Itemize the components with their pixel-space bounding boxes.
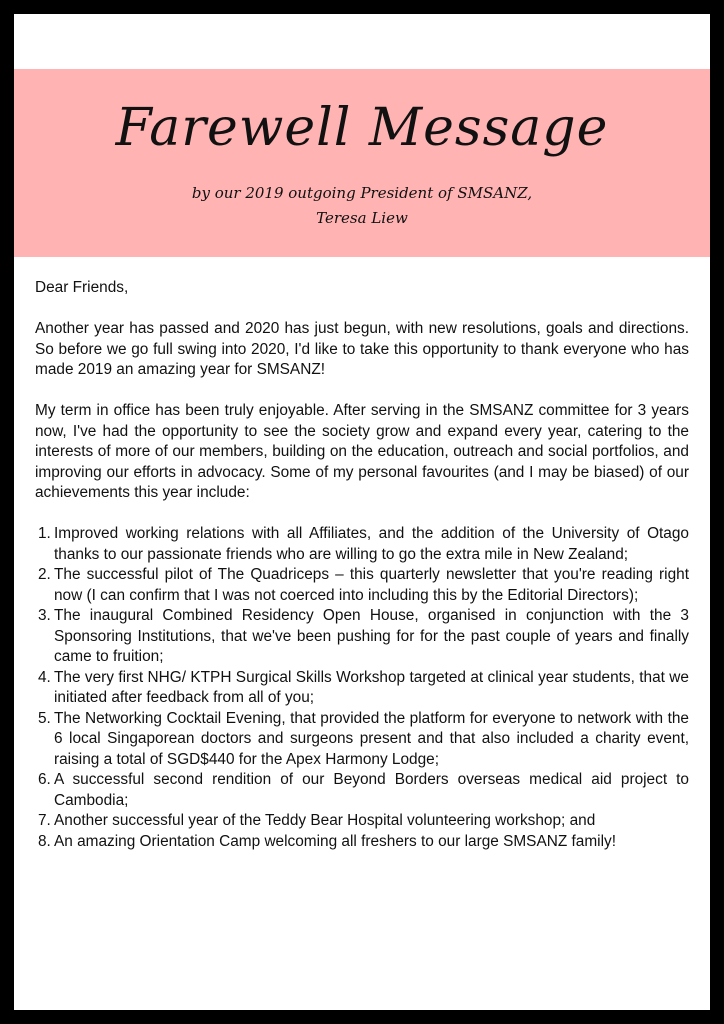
list-item-text: The very first NHG/ KTPH Surgical Skills Workshop targeted at clinical year students, that we initiated after feedback from all of you; [54,668,689,706]
list-item [35,709,689,771]
list-item-number: 4. [38,668,51,686]
subtitle-line-1: by our 2019 outgoing President of SMSANZ, [191,184,533,202]
page-title: Farewell Message [115,98,609,158]
message-body [35,278,689,852]
achievements-list [35,524,689,852]
list-item-text: The inaugural Combined Residency Open House, organised in conjunction with the 3 Sponsoring Institutions, that we've been pushing for for the past couple of years and finally came to fruition; [54,607,689,665]
paragraph-term: My term in office has been truly enjoyable. After serving in the SMSANZ committee for 3 years now, I've had the opportunity to see the society grow and expand every year, catering to the interests of more of our members, building on the education, outreach and social portfolios, and improving our efforts in advocacy. Some of my personal favourites (and I may be biased) of our achievements this year include: [35,402,689,501]
list-item-text: A successful second rendition of our Beyond Borders overseas medical aid project to Cambodia; [54,771,689,809]
list-item [35,668,689,709]
header-banner [14,69,710,257]
list-item [35,524,689,565]
list-item [35,770,689,811]
page-subtitle [14,181,710,231]
list-item-number: 8. [38,832,51,850]
list-item-number: 1. [38,525,51,542]
list-item-number: 7. [38,812,51,829]
list-item [35,565,689,606]
list-item-number: 5. [38,709,51,727]
list-item-text: Another successful year of the Teddy Bear Hospital volunteering workshop; and [54,812,596,829]
subtitle-author: Teresa Liew [316,209,408,227]
list-item-number: 6. [38,771,51,788]
greeting: Dear Friends, [35,279,129,296]
list-item-text: The Networking Cocktail Evening, that provided the platform for everyone to network with the 6 local Singaporean doctors and surgeons present and that also included a charity event, raising a total of SGD$440 for the Apex Harmony Lodge; [54,709,689,768]
list-item-text: Improved working relations with all Affiliates, and the addition of the University of Otago thanks to our passionate friends who are willing to go the extra mile in New Zealand; [54,525,689,563]
list-item [35,606,689,668]
list-item-text: The successful pilot of The Quadriceps – this quarterly newsletter that you're reading right now (I can confirm that I was not coerced into including this by the Editorial Directors); [54,566,689,604]
list-item-number: 3. [38,607,51,624]
document-page [14,14,710,1010]
list-item-text: An amazing Orientation Camp welcoming all freshers to our large SMSANZ family! [54,832,616,850]
list-item-number: 2. [38,566,51,583]
list-item [35,832,689,853]
paragraph-intro: Another year has passed and 2020 has just begun, with new resolutions, goals and directions. So before we go full swing into 2020, I'd like to take this opportunity to thank everyone who has made 2019 an amazing year for SMSANZ! [35,320,689,378]
list-item [35,811,689,832]
